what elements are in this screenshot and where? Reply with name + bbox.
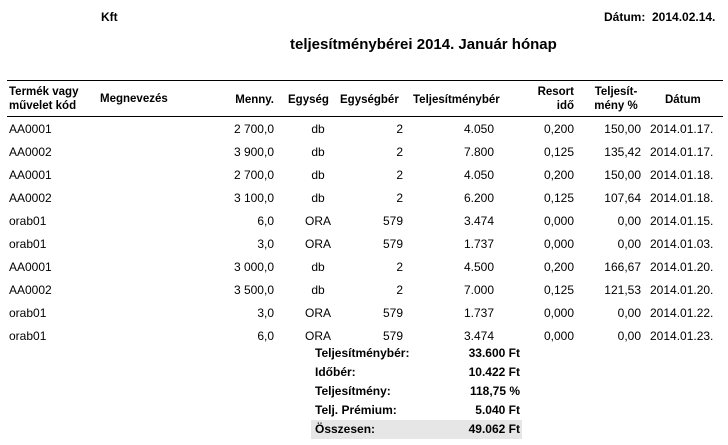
cell-date: 2014.01.18. bbox=[650, 191, 714, 205]
cell-unit: ORA bbox=[304, 214, 331, 228]
summary-time-pay-label: Időbér: bbox=[315, 365, 356, 379]
summary-perf-pay-label: Teljesítménybér: bbox=[315, 346, 410, 360]
table-row bbox=[0, 210, 728, 233]
col-header-unit: Egység bbox=[288, 94, 329, 106]
table-row bbox=[0, 118, 728, 141]
cell-qty: 6,0 bbox=[257, 214, 274, 228]
cell-code: orab01 bbox=[9, 214, 47, 228]
col-header-perf-pay: Teljesítménybér bbox=[413, 94, 500, 106]
cell-performance: 166,67 bbox=[604, 260, 641, 274]
col-header-unit-price: Egységbér bbox=[340, 94, 399, 106]
summary-time-pay bbox=[311, 363, 522, 381]
cell-date: 2014.01.18. bbox=[650, 168, 714, 182]
cell-resort-time: 0,125 bbox=[543, 145, 574, 159]
table-row bbox=[0, 233, 728, 256]
cell-unit-price: 2 bbox=[396, 260, 403, 274]
cell-resort-time: 0,125 bbox=[543, 283, 574, 297]
summary-total-value: 49.062 Ft bbox=[468, 422, 520, 436]
cell-unit: db bbox=[311, 191, 325, 205]
cell-unit: db bbox=[311, 168, 325, 182]
col-header-date: Dátum bbox=[665, 94, 701, 106]
table-row bbox=[0, 302, 728, 325]
cell-qty: 3 100,0 bbox=[233, 191, 274, 205]
summary-perf-pay bbox=[311, 344, 522, 362]
cell-date: 2014.01.23. bbox=[650, 329, 714, 343]
summary-perf-pay-value: 33.600 Ft bbox=[468, 346, 520, 360]
cell-unit: db bbox=[311, 122, 325, 136]
cell-perf-pay: 1.737 bbox=[463, 306, 494, 320]
cell-performance: 135,42 bbox=[604, 145, 641, 159]
cell-unit-price: 579 bbox=[382, 329, 403, 343]
cell-performance: 0,00 bbox=[617, 214, 641, 228]
cell-unit-price: 579 bbox=[382, 306, 403, 320]
cell-qty: 3,0 bbox=[257, 237, 274, 251]
cell-qty: 3 900,0 bbox=[233, 145, 274, 159]
cell-unit-price: 2 bbox=[396, 191, 403, 205]
header-top-rule bbox=[7, 80, 723, 81]
cell-unit: db bbox=[311, 283, 325, 297]
cell-code: AA0002 bbox=[9, 145, 52, 159]
cell-unit-price: 2 bbox=[396, 283, 403, 297]
cell-code: orab01 bbox=[9, 237, 47, 251]
cell-perf-pay: 6.200 bbox=[463, 191, 494, 205]
company-name: Kft bbox=[101, 10, 118, 24]
cell-performance: 0,00 bbox=[617, 306, 641, 320]
cell-date: 2014.01.17. bbox=[650, 145, 714, 159]
summary-total-label: Összesen: bbox=[315, 422, 376, 436]
cell-code: AA0001 bbox=[9, 260, 52, 274]
cell-resort-time: 0,000 bbox=[543, 237, 574, 251]
table-row bbox=[0, 164, 728, 187]
cell-resort-time: 0,125 bbox=[543, 191, 574, 205]
report-title: teljesítménybérei 2014. Január hónap bbox=[290, 36, 557, 53]
cell-performance: 0,00 bbox=[617, 237, 641, 251]
cell-perf-pay: 7.800 bbox=[463, 145, 494, 159]
summary-performance bbox=[311, 382, 522, 400]
cell-perf-pay: 4.050 bbox=[463, 168, 494, 182]
summary-performance-label: Teljesítmény: bbox=[315, 384, 391, 398]
header-bottom-rule bbox=[7, 116, 723, 117]
cell-date: 2014.01.17. bbox=[650, 122, 714, 136]
summary-total bbox=[311, 420, 522, 439]
cell-code: AA0002 bbox=[9, 283, 52, 297]
cell-code: orab01 bbox=[9, 306, 47, 320]
cell-qty: 3 500,0 bbox=[233, 283, 274, 297]
cell-performance: 121,53 bbox=[604, 283, 641, 297]
cell-resort-time: 0,000 bbox=[543, 329, 574, 343]
cell-unit: ORA bbox=[304, 329, 331, 343]
cell-date: 2014.01.22. bbox=[650, 306, 714, 320]
col-header-qty: Menny. bbox=[235, 94, 274, 106]
summary-premium-label: Telj. Prémium: bbox=[315, 403, 397, 417]
cell-unit: db bbox=[311, 145, 325, 159]
cell-perf-pay: 3.474 bbox=[463, 214, 494, 228]
cell-unit-price: 579 bbox=[382, 237, 403, 251]
cell-performance: 0,00 bbox=[617, 329, 641, 343]
cell-qty: 2 700,0 bbox=[233, 168, 274, 182]
cell-date: 2014.01.20. bbox=[650, 283, 714, 297]
cell-perf-pay: 7.000 bbox=[463, 283, 494, 297]
cell-unit-price: 2 bbox=[396, 145, 403, 159]
table-row bbox=[0, 141, 728, 164]
summary-premium bbox=[311, 401, 522, 419]
cell-perf-pay: 3.474 bbox=[463, 329, 494, 343]
cell-qty: 3 000,0 bbox=[233, 260, 274, 274]
cell-perf-pay: 4.050 bbox=[463, 122, 494, 136]
cell-code: AA0001 bbox=[9, 168, 52, 182]
cell-unit-price: 2 bbox=[396, 168, 403, 182]
cell-performance: 150,00 bbox=[604, 168, 641, 182]
cell-code: orab01 bbox=[9, 329, 47, 343]
report-date: 2014.02.14. bbox=[652, 10, 716, 24]
cell-performance: 107,64 bbox=[604, 191, 641, 205]
summary-premium-value: 5.040 Ft bbox=[475, 403, 520, 417]
col-header-performance: Teljesít- mény % bbox=[594, 86, 638, 112]
cell-unit: db bbox=[311, 260, 325, 274]
cell-performance: 150,00 bbox=[604, 122, 641, 136]
cell-qty: 3,0 bbox=[257, 306, 274, 320]
cell-code: AA0001 bbox=[9, 122, 52, 136]
cell-resort-time: 0,200 bbox=[543, 168, 574, 182]
cell-date: 2014.01.15. bbox=[650, 214, 714, 228]
cell-code: AA0002 bbox=[9, 191, 52, 205]
cell-unit-price: 2 bbox=[396, 122, 403, 136]
col-header-resort-time: Resort idő bbox=[537, 86, 574, 112]
table-row bbox=[0, 279, 728, 302]
date-label: Dátum: bbox=[604, 10, 646, 24]
col-header-code: Termék vagy művelet kód bbox=[9, 86, 79, 112]
cell-perf-pay: 4.500 bbox=[463, 260, 494, 274]
summary-performance-value: 118,75 % bbox=[469, 384, 520, 398]
cell-resort-time: 0,200 bbox=[543, 122, 574, 136]
cell-perf-pay: 1.737 bbox=[463, 237, 494, 251]
summary-time-pay-value: 10.422 Ft bbox=[468, 365, 520, 379]
cell-unit: ORA bbox=[304, 237, 331, 251]
cell-qty: 2 700,0 bbox=[233, 122, 274, 136]
cell-resort-time: 0,000 bbox=[543, 214, 574, 228]
col-header-name: Megnevezés bbox=[100, 93, 168, 105]
cell-resort-time: 0,200 bbox=[543, 260, 574, 274]
cell-unit: ORA bbox=[304, 306, 331, 320]
table-row bbox=[0, 187, 728, 210]
table-row bbox=[0, 256, 728, 279]
cell-date: 2014.01.20. bbox=[650, 260, 714, 274]
cell-qty: 6,0 bbox=[257, 329, 274, 343]
cell-resort-time: 0,000 bbox=[543, 306, 574, 320]
cell-date: 2014.01.03. bbox=[650, 237, 714, 251]
cell-unit-price: 579 bbox=[382, 214, 403, 228]
